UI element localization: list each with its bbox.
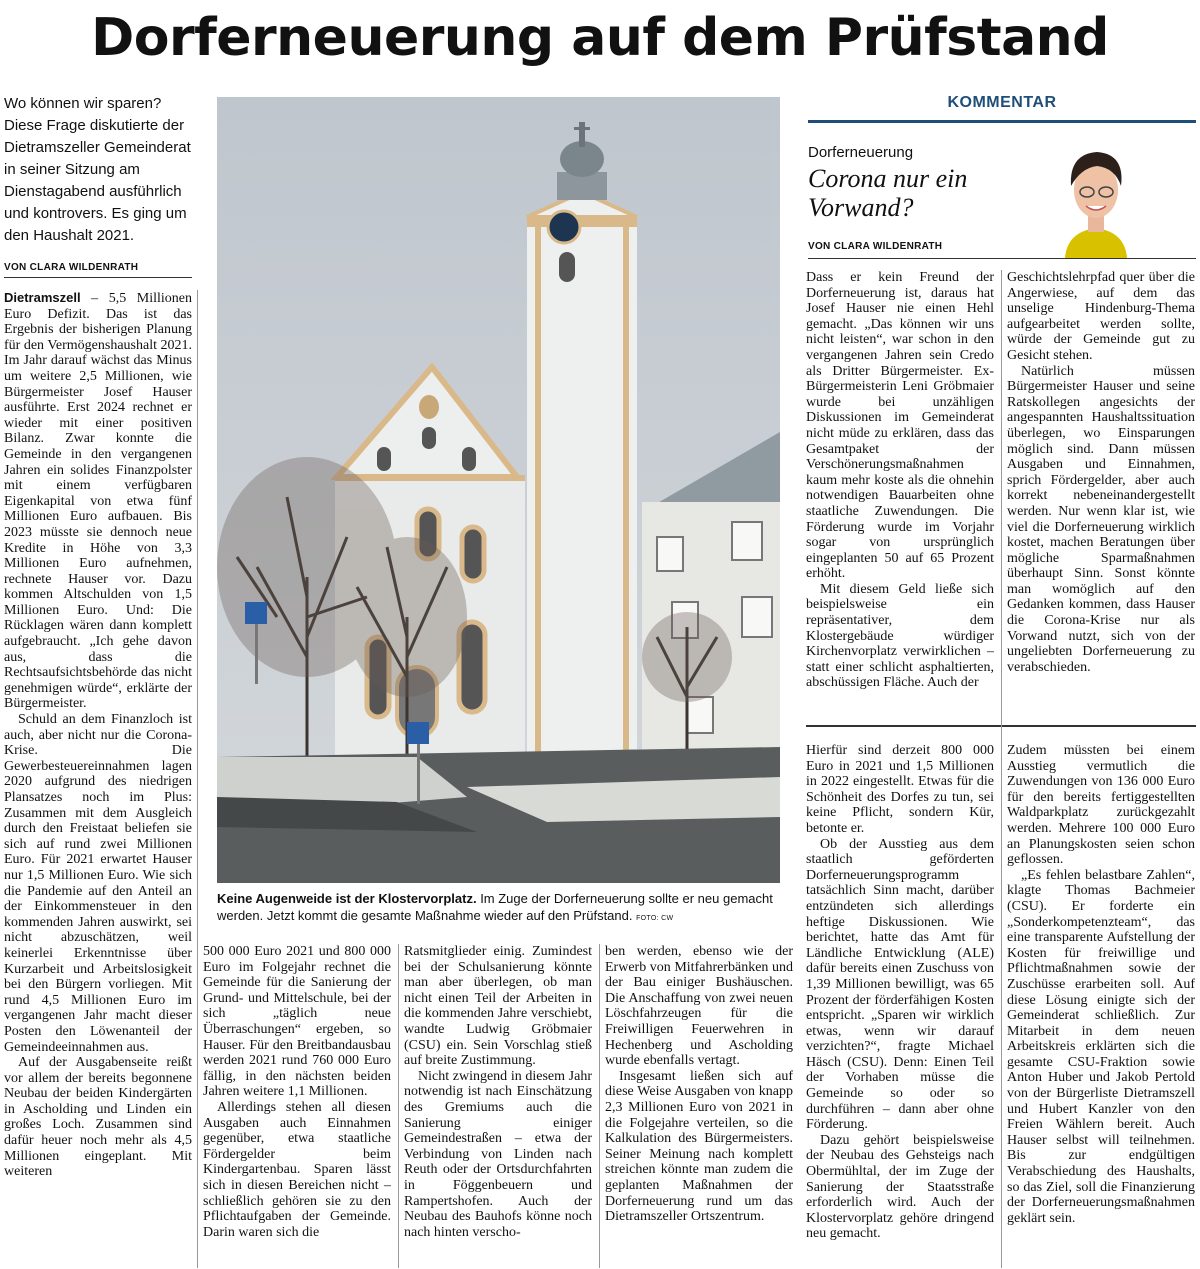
kommentar-byline: VON CLARA WILDENRATH — [808, 241, 943, 252]
paragraph: Ob der Ausstieg aus dem staatlich geförderten Dorferneuerungsprogramm tatsächlich Sinn macht, darüber entzündeten sich allerdings heftige Diskussionen. Wie berichtet, hatte das Amt für Ländliche Entwicklung (ALE) dafür bereits einen Zuschuss von 1,39 Millionen bewilligt, was 65 Prozent der förderfähigen Kosten entspricht. „Sparen wir wirklich etwas, wenn wir darauf verzichten?“, fragte Michael Häsch (CSU). Denn: Einen Teil der Vorhaben müsse die Gemeinde so oder so durchführen – dann aber ohne Förderung. — [806, 836, 994, 1133]
kommentar-kicker: Dorferneuerung — [808, 144, 914, 161]
article-column-5 — [806, 743, 994, 1268]
paragraph: ben werden, ebenso wie der Erwerb von Mitfahrerbänken und der Bau einiger Bushäuschen. Die Anschaffung von zwei neuen Löschfahrzeugen für die Freiwilligen Feuerwehren in Hechenberg und Ascholding wurde ebenfalls vertagt. — [605, 944, 793, 1069]
article-column-2 — [203, 944, 391, 1268]
author-portrait-image — [1055, 140, 1137, 258]
article-column-3 — [404, 944, 592, 1268]
column-divider — [599, 944, 600, 1268]
church-photo — [217, 97, 780, 883]
intro-text: Wo können wir sparen? Diese Frage diskutierte der Dietramszeller Gemeinderat in seiner Sitzung am Dienstagabend ausführlich und kontrovers. Es ging um den Haushalt 2021. — [4, 95, 191, 244]
paragraph: Dass er kein Freund der Dorferneuerung ist, daraus hat Josef Hauser nie einen Hehl gemacht. „Das können wir uns nicht leisten“, war schon in den vergangenen Jahren sein Credo als Dritter Bürgermeister. Ex-Bürgermeisterin Leni Gröbmaier wurde bei unzähligen Diskussionen im Gemeinderat nicht müde zu erklären, dass das Gesamtpaket der Verschönerungsmaßnahmen kaum mehr koste als die ohnehin notwendigen Bauarbeiten ohne staatliche Zuwendungen. Die Förderung wurde im Vorjahr sogar von ursprünglich eingeplanten 50 auf 65 Prozent erhöht. — [806, 270, 994, 582]
headline: Dorferneuerung auf dem Prüfstand — [91, 8, 1109, 68]
kommentar-byline-rule — [808, 258, 1196, 259]
photo-caption — [217, 890, 783, 927]
article-column-6 — [1007, 743, 1195, 1268]
byline: VON CLARA WILDENRATH — [4, 262, 139, 273]
article-column-4 — [605, 944, 793, 1268]
paragraph: Auf der Ausgabenseite reißt vor allem der bereits begonnene Neubau der beiden Kindergärten in Ascholding und Linden ein großes Loch. Zusammen sind dafür heuer noch mehr als 4,5 Millionen eingeplant. Mit weiteren — [4, 1055, 192, 1180]
column-divider — [1001, 270, 1002, 1268]
paragraph: Insgesamt ließen sich auf diese Weise Ausgaben von knapp 2,3 Millionen Euro von 2021 in die Folgejahre verteilen, so die Kalkulation des Bürgermeisters. Seiner Meinung nach komplett streichen könnte man zudem die geplanten Maßnahmen der Dorferneuerung rund um das Dietramszeller Ortszentrum. — [605, 1068, 793, 1225]
kommentar-title: Corona nur ein Vorwand? — [808, 164, 968, 222]
paragraph: Mit diesem Geld ließe sich beispielsweise ein repräsentativer, dem Klostergebäude würdiger Kirchenvorplatz verwirklichen – statt einer schlicht asphaltierten, abschüssigen Fläche. Auch der — [806, 581, 994, 691]
kommentar-label: KOMMENTAR — [947, 94, 1057, 111]
byline-rule — [4, 277, 192, 278]
photo-credit: FOTO: CW — [636, 915, 674, 922]
paragraph: Dazu gehört beispielsweise der Neubau des Gehsteigs nach Obermühltal, der im Zuge der Sanierung der Staatsstraße erforderlich wird. Auch der Klostervorplatz gehöre dringend neu gemacht. — [806, 1132, 994, 1242]
paragraph: Nicht zwingend in diesem Jahr notwendig ist nach Einschätzung des Gremiums auch die Sanierung einiger Gemeindestraßen – etwa der Verbindung von Linden nach Reuth oder der Ortsdurchfahrten in Föggenbeuern und Rampertshofen. Auch der Neubau des Bauhofs könne noch nach hinten verscho- — [404, 1068, 592, 1240]
paragraph: „Es fehlen belastbare Zahlen“, klagte Thomas Bachmeier (CSU). Er forderte ein „Sonderkompetenzteam“, das eine transparente Aufstellung der Kosten für freiwillige und Pflichtmaßnahmen sowie der Zuschüsse erarbeiten soll. Auf diese Lösung einigte sich der Gemeinderat schließlich. Zur Mitarbeit in dem neuen Arbeitskreis erklärten sich die gesamte CSU-Fraktion sowie Anton Huber und Jakob Pertold von der Bürgerliste Dietramszell und Hubert Kanzler von den Freien Wählern bereit. Auch Hauser selbst will teilnehmen. Bis zur endgültigen Verabschiedung des Haushalts, so das Ziel, soll die Finanzierung der Dorferneuerungsmaßnahmen geklärt sein. — [1007, 867, 1195, 1226]
paragraph: Hierfür sind derzeit 800 000 Euro in 2021 und 1,5 Millionen in 2022 eingestellt. Etwas für die Schönheit des Dorfes zu tun, sei keine Pflicht, sondern Kür, betonte er. — [806, 743, 994, 836]
paragraph: Schuld an dem Finanzloch ist auch, aber nicht nur die Corona-Krise. Die Gewerbesteuereinnahmen lagen 2020 aufgrund des niedrigen Plansatzes noch im Plus: Zusammen mit dem Ausgleich durch den Freistaat beliefen sie sich auf rund zwei Millionen Euro. Für 2021 erwartet Hauser nur 1,5 Millionen Euro. Wie sich die Pandemie auf den Anteil an der Einkommensteuer in den kommenden Jahren auswirkt, sei nicht abzuschätzen, weil keinerlei Erkenntnisse über Kurzarbeit und Arbeitslosigkeit bei den Bürgern vorliegen. Mit rund 4,5 Millionen Euro im vergangenen Jahr macht dieser Posten den Löwenanteil der Gemeindeeinnahmen aus. — [4, 712, 192, 1055]
kommentar-rule — [808, 120, 1196, 123]
paragraph: 500 000 Euro 2021 und 800 000 Euro im Folgejahr rechnet die Gemeinde für die Sanierung der Grund- und Mittelschule, bei der sich „täglich neue Überraschungen“ ergeben, so Hauser. Für den Breitbandausbau werden 2021 rund 760 000 Euro fällig, in den nächsten beiden Jahren weitere 1,1 Millionen. — [203, 944, 391, 1100]
caption-text: Im Zuge der Dorferneuerung sollte er neu gemacht werden. Jetzt kommt die gesamte Maßnahme wieder auf den Prüfstand. — [217, 891, 773, 923]
caption-lead: Keine Augenweide ist der Klostervorplatz. — [217, 891, 477, 906]
church-illustration — [217, 97, 780, 883]
column-divider — [197, 290, 198, 1268]
paragraph: Geschichtslehrpfad quer über die Angerwiese, auf dem das unselige Hindenburg-Thema aufgearbeitet werden sollte, würde der Gemeinde gut zu Gesicht stehen. — [1007, 270, 1195, 363]
paragraph: Ratsmitglieder einig. Zumindest bei der Schulsanierung könnte man aber überlegen, ob man nicht einen Teil der Arbeiten in die kommenden Jahre verschiebt, wandte Ludwig Gröbmaier (CSU) ein. Sein Vorschlag stieß auf breite Zustimmung. — [404, 944, 592, 1069]
paragraph: Zudem müssten bei einem Ausstieg vermutlich die Zuwendungen von 136 000 Euro für den bereits fertiggestellten Waldparkplatz zurückgezahlt werden. Mehrere 100 000 Euro an Planungskosten seien schon geflossen. — [1007, 743, 1195, 868]
kommentar-column-1 — [806, 270, 994, 714]
paragraph: Allerdings stehen all diesen Ausgaben auch Einnahmen gegenüber, etwa staatliche Fördergelder beim Kindergartenbau. Sparen lässt sich in diesen Bereichen nicht – schließlich gehören sie zu den Pflichtaufgaben der Gemeinde. Darin waren sich die — [203, 1099, 391, 1240]
kommentar-column-2 — [1007, 270, 1195, 714]
author-portrait — [1055, 140, 1137, 258]
paragraph: Natürlich müssen Bürgermeister Hauser und seine Ratskollegen angesichts der angespannten Haushaltssituation überlegen, wo Einsparungen möglich sind. Dann müssen Ausgaben und Einnahmen, sprich Fördergelder, aber auch korrekt nebeneinandergestellt werden. Nur wenn klar ist, wie viel die Dorferneuerung wirklich kostet, machen Beratungen über mögliche Sparmaßnahmen überhaupt Sinn. Sonst könnte man womöglich auf den Gedanken kommen, dass Hauser die Corona-Krise nur als Vorwand nutzt, sich von der ungeliebten Dorferneuerung zu verabschieden. — [1007, 363, 1195, 675]
dateline: Dietramszell — [4, 290, 81, 305]
paragraph: – 5,5 Millionen Euro Defizit. Das ist das Ergebnis der bisherigen Planung für den Vermögenshaushalt 2021. Im Jahr darauf wächst das Minus um weitere 2,5 Millionen, wie Bürgermeister Josef Hauser ausführte. Erst 2024 rechnet er wieder mit einer positiven Bilanz. Zwar konnte die Gemeinde in den vergangenen Jahren ein solides Finanzpolster mit einem verfügbaren Eigenkapital von etwa fünf Millionen Euro aufbauen. Bis 2023 müsste sie dennoch neue Kredite in Höhe von 3,3 Millionen Euro aufnehmen, rechnete Hauser vor. Dazu kommen Altschulden von 1,5 Millionen Euro. Und: Die Rücklagen wären dann komplett aufgebraucht. „Ich gehe davon aus, dass die Rechtsaufsichtsbehörde das nicht genehmigen würde“, erklärte der Bürgermeister. — [4, 291, 192, 712]
article-column-1 — [4, 290, 192, 1268]
column-divider — [398, 944, 399, 1268]
